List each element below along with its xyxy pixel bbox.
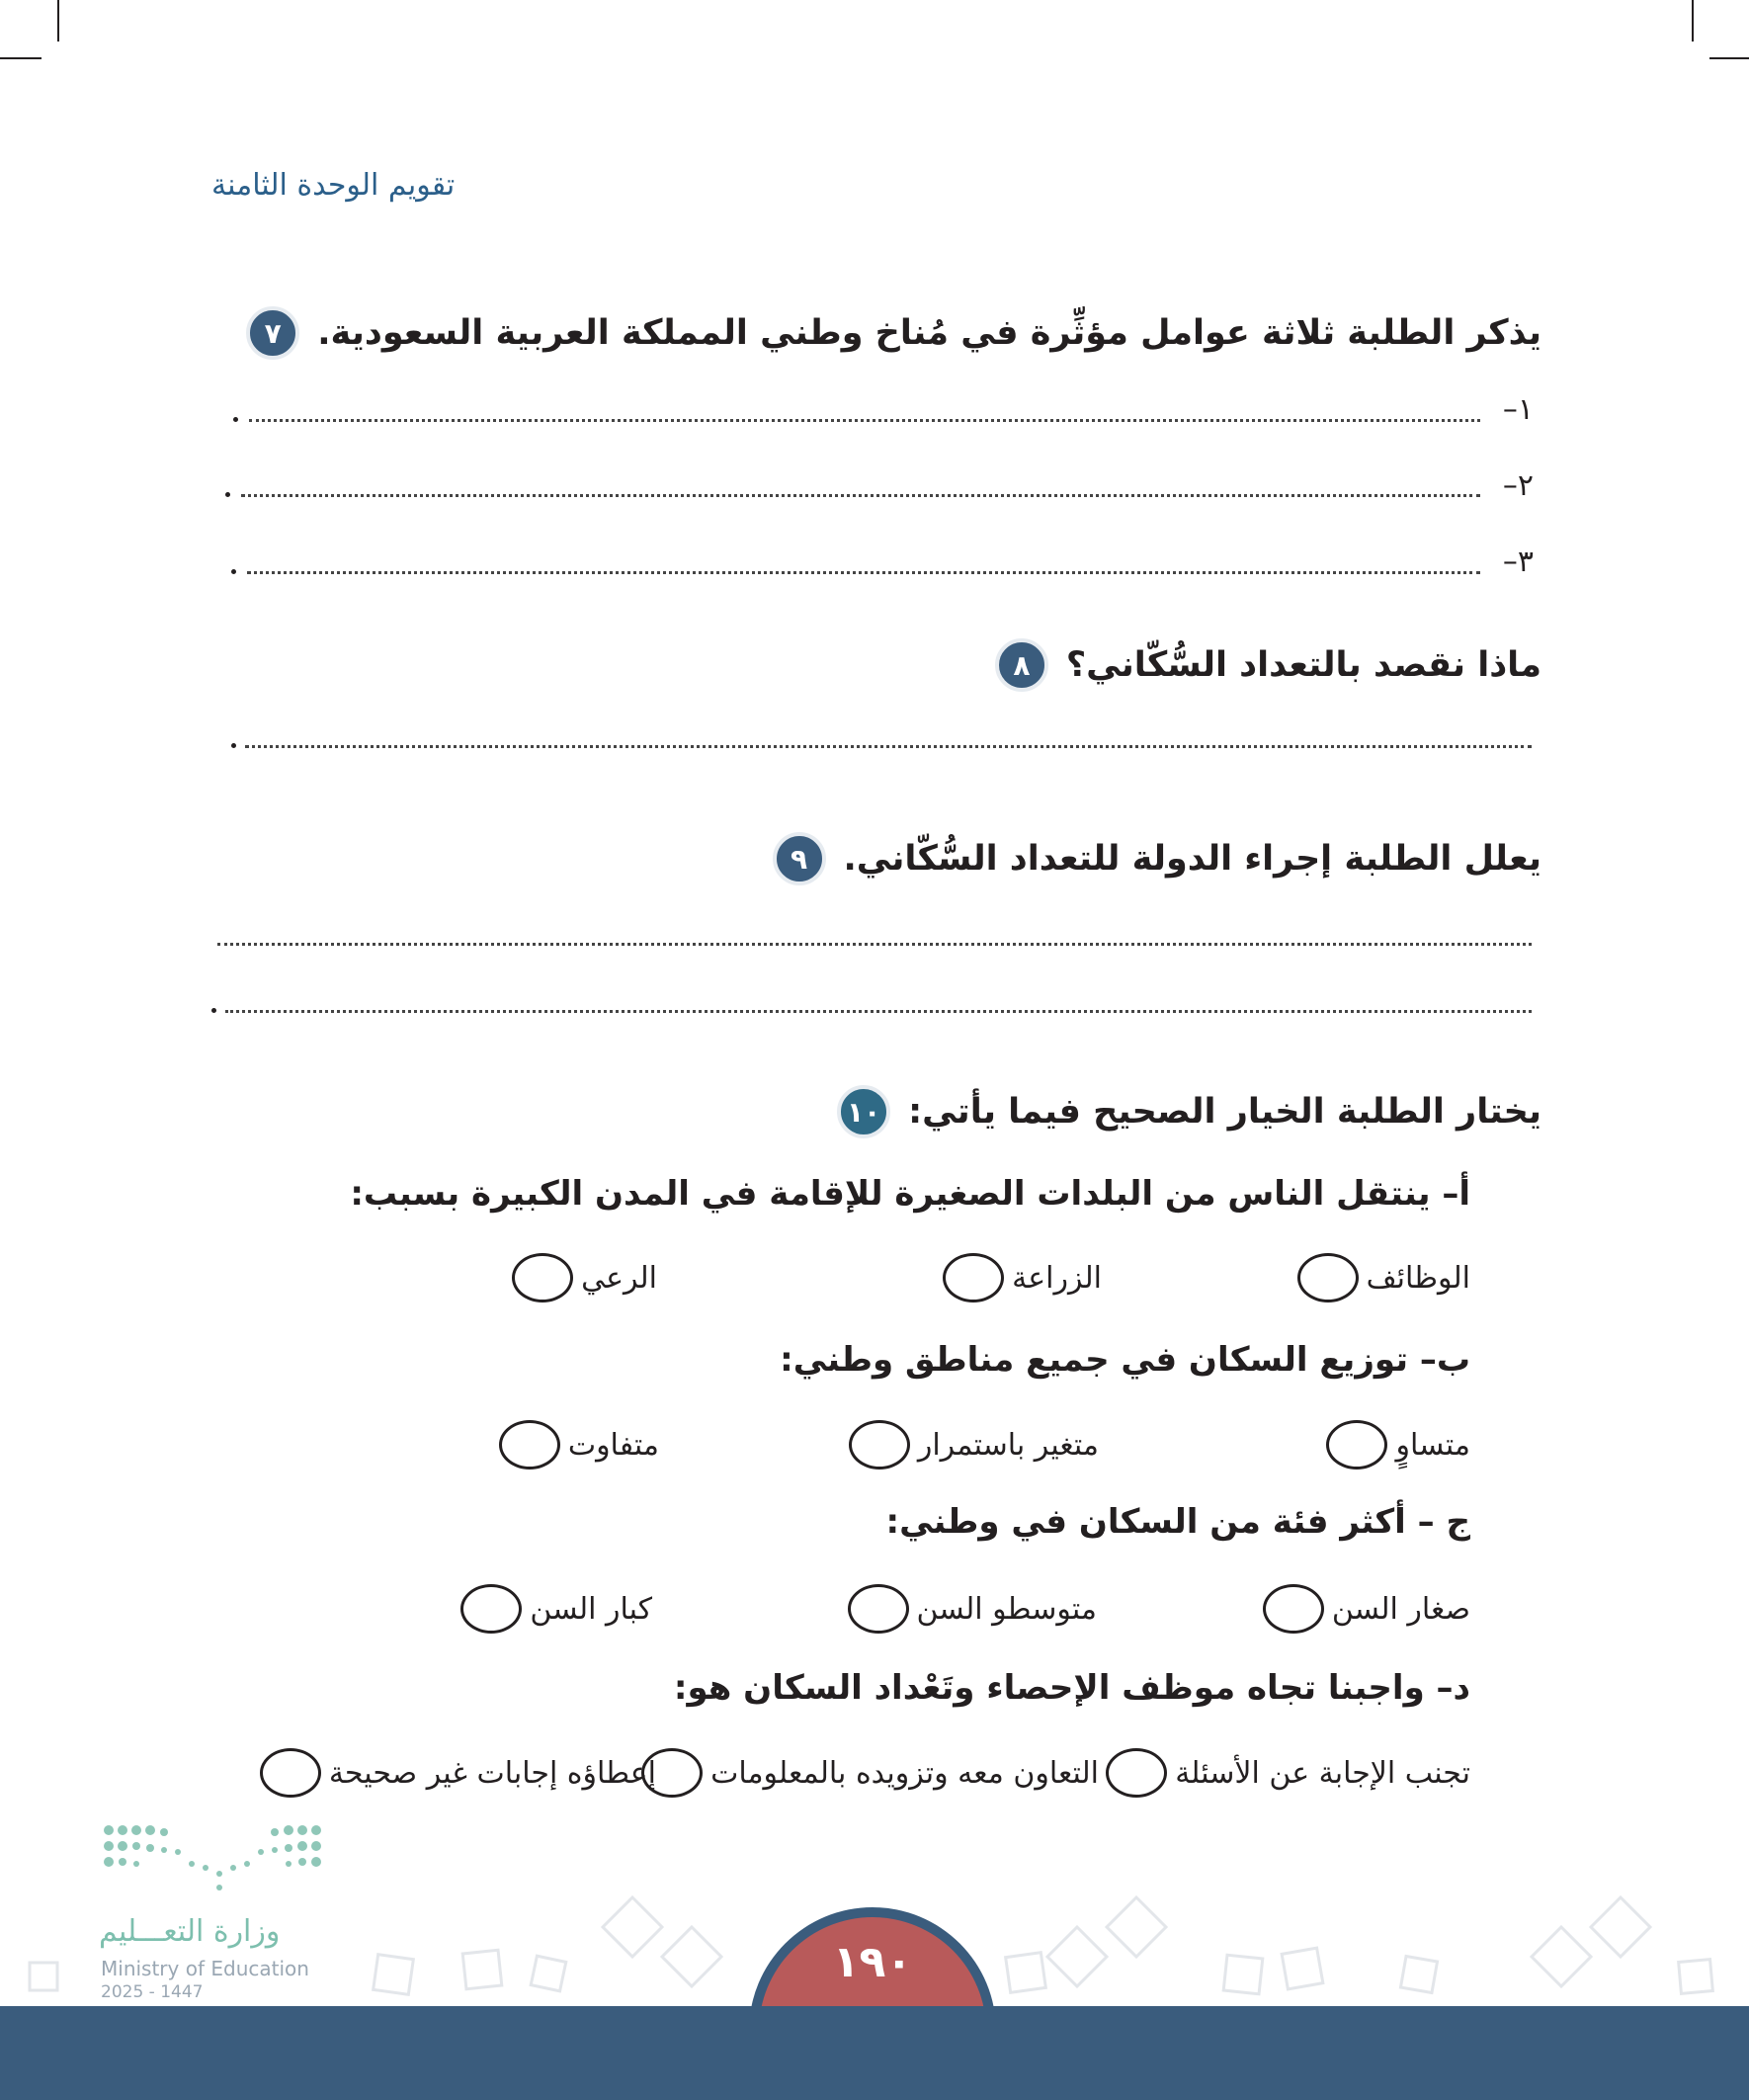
option-label: متغير باستمرار	[917, 1427, 1099, 1463]
question-10	[837, 1085, 1541, 1138]
crop-mark	[57, 0, 59, 42]
option-label: إعطاؤه إجابات غير صحيحة	[328, 1755, 656, 1791]
option-a1[interactable]	[1297, 1253, 1470, 1302]
page-number: ١٩٠	[832, 1937, 913, 1987]
radio-circle[interactable]	[499, 1420, 560, 1470]
radio-circle[interactable]	[460, 1584, 522, 1634]
sub-question-c: ج – أكثر فئة من السكان في وطني:	[885, 1502, 1470, 1542]
option-c3[interactable]	[460, 1584, 652, 1634]
option-label: متساوٍ	[1395, 1427, 1470, 1463]
option-a3[interactable]	[512, 1253, 657, 1302]
option-c2[interactable]	[848, 1584, 1097, 1634]
sub-question-b: ب– توزيع السكان في جميع مناطق وطني:	[780, 1340, 1470, 1380]
option-d1[interactable]	[1106, 1748, 1470, 1798]
page-header-title: تقويم الوحدة الثامنة	[211, 168, 456, 203]
line-end-dot	[233, 417, 238, 422]
question-number-badge: ٩	[773, 832, 826, 885]
answer-line[interactable]	[245, 745, 1532, 748]
radio-circle[interactable]	[1263, 1584, 1324, 1634]
answer-line-2[interactable]	[241, 494, 1480, 497]
question-number-badge: ٧	[246, 306, 299, 360]
answer-line[interactable]	[225, 1010, 1532, 1013]
option-b3[interactable]	[499, 1420, 659, 1470]
sub-question-a: أ– ينتقل الناس من البلدات الصغيرة للإقامة في المدن الكبيرة بسبب:	[350, 1174, 1470, 1214]
option-label: الزراعة	[1012, 1260, 1102, 1296]
radio-circle[interactable]	[849, 1420, 910, 1470]
question-text: يذكر الطلبة ثلاثة عوامل مؤثِّرة في مُناخ وطني المملكة العربية السعودية.	[317, 313, 1541, 353]
radio-circle[interactable]	[943, 1253, 1004, 1302]
radio-circle[interactable]	[1106, 1748, 1167, 1798]
footer-band	[0, 2006, 1749, 2100]
option-label: الوظائف	[1366, 1260, 1470, 1296]
option-label: متوسطو السن	[916, 1591, 1097, 1627]
question-8	[995, 638, 1541, 692]
option-label: تجنب الإجابة عن الأسئلة	[1175, 1755, 1470, 1791]
option-d3[interactable]	[260, 1748, 656, 1798]
answer-line[interactable]	[217, 943, 1532, 946]
sub-question-d: د– واجبنا تجاه موظف الإحصاء وتَعْداد السكان هو:	[673, 1668, 1470, 1708]
crop-mark	[1709, 57, 1749, 59]
question-text: ماذا نقصد بالتعداد السُّكّاني؟	[1065, 645, 1541, 685]
option-label: صغار السن	[1331, 1591, 1470, 1627]
option-b2[interactable]	[849, 1420, 1099, 1470]
option-b1[interactable]	[1326, 1420, 1470, 1470]
answer-line-label: ١–	[1502, 392, 1534, 427]
logo-arabic-text: وزارة التعـــليم	[99, 1914, 281, 1949]
answer-line-3[interactable]	[247, 571, 1480, 574]
radio-circle[interactable]	[848, 1584, 909, 1634]
option-d2[interactable]	[641, 1748, 1099, 1798]
logo-english-text: Ministry of Education	[101, 1957, 309, 1980]
option-label: التعاون معه وتزويده بالمعلومات	[710, 1755, 1099, 1791]
answer-line-1[interactable]	[249, 419, 1480, 422]
crop-mark	[0, 57, 42, 59]
radio-circle[interactable]	[1326, 1420, 1387, 1470]
line-end-dot	[211, 1008, 216, 1013]
logo-year-text: 2025 - 1447	[101, 1982, 204, 2002]
option-label: الرعي	[581, 1260, 657, 1296]
ministry-logo-icon	[99, 1818, 326, 1907]
crop-mark	[1692, 0, 1694, 42]
question-text: يعلل الطلبة إجراء الدولة للتعداد السُّكّاني.	[843, 839, 1541, 879]
option-label: متفاوت	[567, 1427, 659, 1463]
question-7	[246, 306, 1541, 360]
radio-circle[interactable]	[1297, 1253, 1359, 1302]
answer-line-label: ٣–	[1502, 545, 1534, 579]
line-end-dot	[225, 492, 230, 497]
question-number-badge: ١٠	[837, 1085, 890, 1138]
option-label: كبار السن	[530, 1591, 652, 1627]
line-end-dot	[231, 569, 236, 574]
option-a2[interactable]	[943, 1253, 1102, 1302]
question-text: يختار الطلبة الخيار الصحيح فيما يأتي:	[908, 1092, 1541, 1132]
radio-circle[interactable]	[260, 1748, 321, 1798]
radio-circle[interactable]	[512, 1253, 573, 1302]
question-number-badge: ٨	[995, 638, 1048, 692]
option-c1[interactable]	[1263, 1584, 1470, 1634]
answer-line-label: ٢–	[1502, 468, 1534, 503]
question-9	[773, 832, 1542, 885]
line-end-dot	[231, 743, 236, 748]
